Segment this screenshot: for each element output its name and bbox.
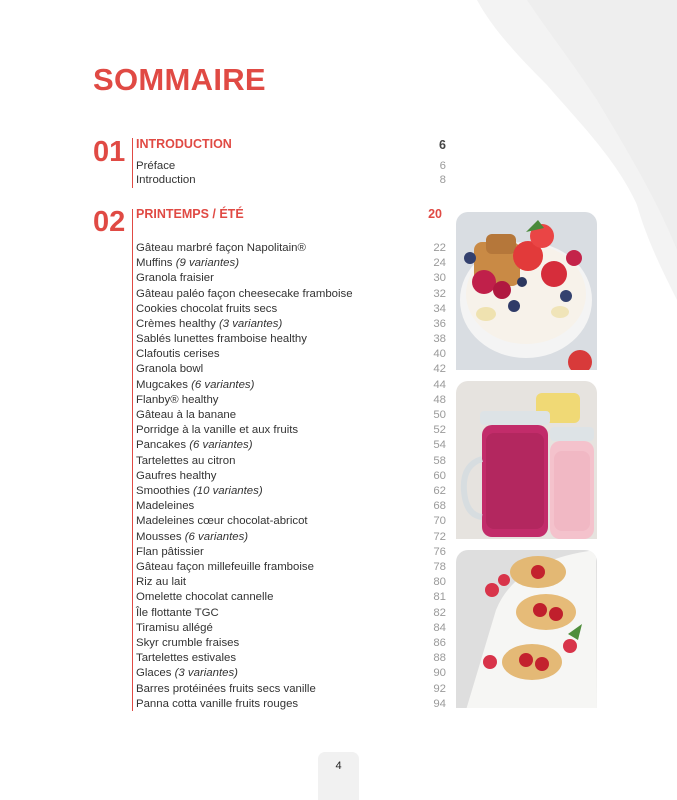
toc-entry-page: 24 [433,257,446,269]
toc-entry[interactable] [136,697,446,712]
toc-entry-label: Cookies chocolat fruits secs [136,303,278,315]
toc-entry-page: 42 [433,363,446,375]
toc-entry-page: 78 [433,561,446,573]
toc-entry[interactable] [136,423,446,438]
toc-entry-label: Sablés lunettes framboise healthy [136,333,307,345]
toc-entry[interactable] [136,484,446,499]
section-number-01: 01 [93,136,126,168]
toc-entry-page: 92 [433,683,446,695]
toc-entry-label: Skyr crumble fraises [136,637,240,649]
toc-entry-page: 58 [433,455,446,467]
toc-entry-page: 8 [439,174,446,186]
toc-entry[interactable] [136,514,446,529]
toc-entry-page: 22 [433,242,446,254]
toc-entry-page: 81 [433,591,446,603]
toc-entry-label: Granola bowl [136,363,204,375]
photo-granola-bowl [456,212,597,370]
page-number-tab [318,752,359,800]
toc-entry-page: 48 [433,394,446,406]
toc-entry[interactable] [136,317,446,332]
toc-entry-page: 84 [433,622,446,634]
toc-entry-label: Gâteau paléo façon cheesecake framboise [136,288,353,300]
toc-entry-label: Crèmes healthy (3 variantes) [136,318,283,330]
section-heading-introduction: INTRODUCTION [136,137,232,151]
toc-entry-label: Glaces (3 variantes) [136,667,238,679]
toc-entry-label: Smoothies (10 variantes) [136,485,263,497]
toc-entry-label: Madeleines [136,500,195,512]
section-page-printemps-ete: 20 [428,207,442,221]
section-number-02: 02 [93,206,126,238]
toc-entry-page: 36 [433,318,446,330]
toc-entry-label: Flanby® healthy [136,394,219,406]
toc-entry-label: Tiramisu allégé [136,622,213,634]
toc-entry-label: Gâteau à la banane [136,409,237,421]
toc-entry-page: 38 [433,333,446,345]
toc-entry[interactable] [136,362,446,377]
toc-entry-page: 34 [433,303,446,315]
toc-entry-label: Tartelettes au citron [136,455,236,467]
toc-entry[interactable] [136,666,446,681]
toc-entry[interactable] [136,469,446,484]
toc-entry-label: Panna cotta vanille fruits rouges [136,698,299,710]
photo-smoothies [456,381,597,539]
toc-entry-label: Gaufres healthy [136,470,217,482]
toc-entry-page: 50 [433,409,446,421]
toc-entry[interactable] [136,606,446,621]
toc-entry-page: 90 [433,667,446,679]
toc-entry-page: 86 [433,637,446,649]
toc-entry[interactable] [136,241,446,256]
toc-entry[interactable] [136,651,446,666]
toc-entry[interactable] [136,256,446,271]
toc-entry-page: 72 [433,531,446,543]
toc-entry[interactable] [136,393,446,408]
toc-entry-label: Muffins (9 variantes) [136,257,239,269]
toc-entry[interactable] [136,621,446,636]
toc-entry-page: 94 [433,698,446,710]
section-divider-01 [132,138,133,188]
page-title: SOMMAIRE [93,62,266,97]
toc-entry-label: Madeleines cœur chocolat-abricot [136,515,308,527]
toc-entry-label: Gâteau façon millefeuille framboise [136,561,314,573]
toc-entry-page: 80 [433,576,446,588]
toc-entry-label: Gâteau marbré façon Napolitain® [136,242,306,254]
toc-entry[interactable] [136,499,446,514]
toc-entry[interactable] [136,575,446,590]
toc-entry-page: 52 [433,424,446,436]
toc-entry-label: Île flottante TGC [136,607,219,619]
toc-entry-label: Mousses (6 variantes) [136,531,249,543]
toc-entry-page: 68 [433,500,446,512]
toc-entry-page: 54 [433,439,446,451]
toc-entry-label: Porridge à la vanille et aux fruits [136,424,299,436]
toc-entry-label: Clafoutis cerises [136,348,220,360]
toc-entry[interactable] [136,682,446,697]
section-page-introduction: 6 [439,138,446,152]
photo-tartelettes [456,550,597,708]
section-divider-02 [132,209,133,711]
toc-entry-page: 60 [433,470,446,482]
toc-entry-label: Barres protéinées fruits secs vanille [136,683,316,695]
toc-entry-page: 30 [433,272,446,284]
toc-entry[interactable] [136,159,446,174]
toc-entry[interactable] [136,454,446,469]
toc-entry-page: 88 [433,652,446,664]
page-number: 4 [335,760,342,772]
toc-entry-page: 70 [433,515,446,527]
toc-entry-page: 6 [439,160,446,172]
toc-entry[interactable] [136,271,446,286]
toc-entry[interactable] [136,530,446,545]
toc-entry[interactable] [136,287,446,302]
toc-entry-label: Flan pâtissier [136,546,204,558]
toc-entry[interactable] [136,590,446,605]
toc-entry[interactable] [136,378,446,393]
toc-entry[interactable] [136,560,446,575]
toc-entry-page: 32 [433,288,446,300]
toc-entry-label: Mugcakes (6 variantes) [136,379,255,391]
toc-entry-label: Omelette chocolat cannelle [136,591,274,603]
toc-entry[interactable] [136,408,446,423]
toc-entry-page: 40 [433,348,446,360]
toc-entry[interactable] [136,347,446,362]
toc-entry[interactable] [136,545,446,560]
toc-entry[interactable] [136,636,446,651]
toc-entry[interactable] [136,173,446,188]
section-heading-printemps-ete: PRINTEMPS / ÉTÉ [136,207,244,221]
toc-entry-page: 44 [433,379,446,391]
toc-entry-label: Granola fraisier [136,272,214,284]
toc-entry[interactable] [136,332,446,347]
toc-entry-page: 82 [433,607,446,619]
toc-entry-page: 62 [433,485,446,497]
toc-entry-label: Tartelettes estivales [136,652,237,664]
toc-entry-page: 76 [433,546,446,558]
toc-entry-label: Introduction [136,174,196,186]
toc-entry-label: Pancakes (6 variantes) [136,439,253,451]
toc-entry[interactable] [136,302,446,317]
toc-entry-label: Préface [136,160,176,172]
toc-entry-label: Riz au lait [136,576,187,588]
toc-entry[interactable] [136,438,446,453]
